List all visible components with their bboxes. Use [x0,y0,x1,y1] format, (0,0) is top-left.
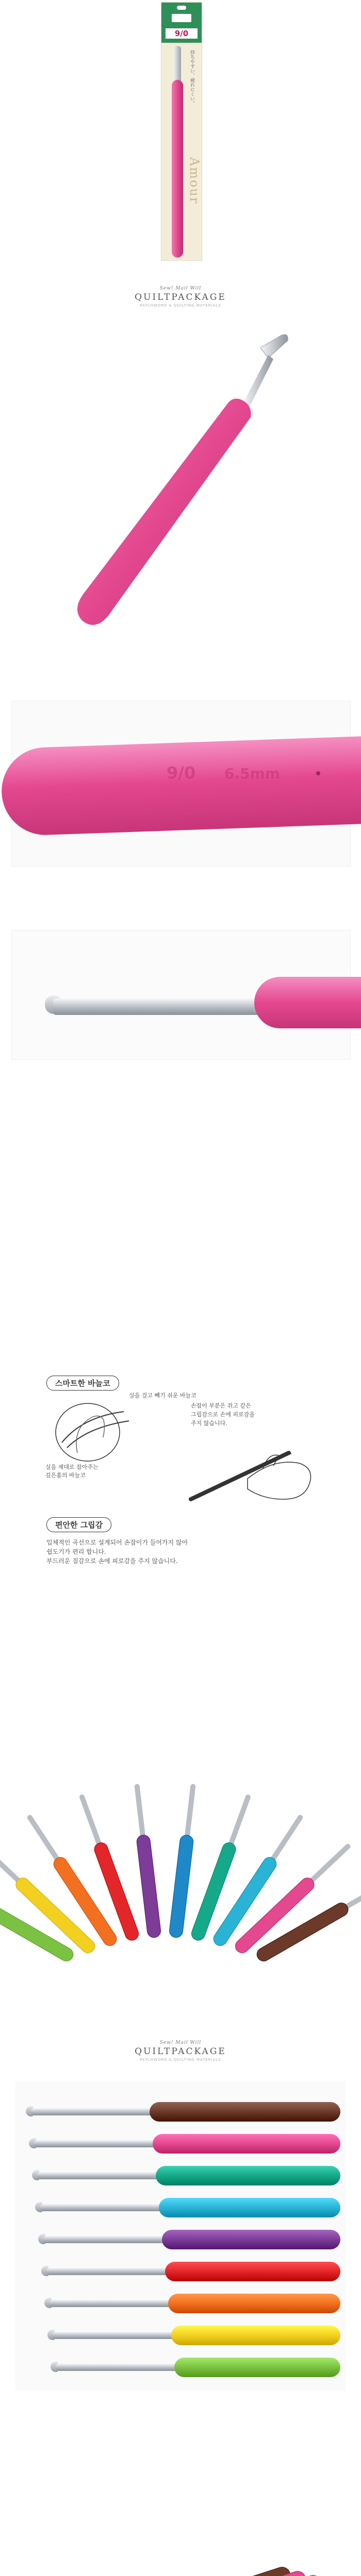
stack-hook-green [51,2358,360,2378]
comfy-text: 입체적인 곡선으로 설계되어 손잡이가 들어가지 않아 쉽도기가 편리 합니다. 부드러운 질감으로 손에 피로감을 주지 않습니다. [46,1539,188,1565]
hook-diagram [52,1396,134,1468]
brand-name-2: QUILTPACKAGE [135,2046,226,2057]
color-stack-photo [15,2081,346,2391]
hook-metal [260,334,288,358]
stack-hook-red [41,2262,351,2282]
color-fan-section [0,1669,361,2009]
stack-hook-yellow [47,2326,357,2346]
package-card [161,2,202,261]
grip-size-text: 9/0 [167,763,196,783]
brand-tagline: Sew! Mail Will [159,286,202,291]
smart-caption-2: 실을 제대로 잡아주는 깊은홈의 바늘코 [45,1464,99,1479]
fan-hook-red [75,1792,140,1942]
diag-hook-brown [8,2565,292,2576]
brand-name: QUILTPACKAGE [135,292,226,302]
fan-hook-teal [190,1792,255,1942]
pink-hook-illustration [0,327,361,647]
brand-sub: PATCHWORK & QUILTING MATERIALS [140,303,221,308]
smart-label: 스마트한 바늘코 [46,1376,119,1391]
pink-hook-section [0,281,361,652]
diagonal-group-section [0,2540,361,2576]
stack-hook-orange [44,2294,354,2314]
stack-hook-cyan [35,2198,344,2218]
hook-grip [77,399,251,625]
package-product-name: Amour [187,157,202,205]
features-section [0,1064,361,1373]
grip-caption: 손잡이 부분은 쥐고 같은 그립감으로 손에 피로감을 주지 않습니다. [191,1402,255,1427]
package-hook-grip [172,80,183,258]
brand-sub-2: PATCHWORK & QUILTING MATERIALS [140,2058,221,2062]
stack-hook-purple [38,2230,348,2250]
hook-shaft [242,355,273,409]
brand-tagline-2: Sew! Mail Will [159,2040,202,2045]
grip-closeup-section [0,652,361,1064]
hook-closeup-photo [11,930,351,1060]
grip-mm-text: 6.5mm [224,765,280,782]
color-stack-section [0,2030,361,2432]
grip-closeup-photo [11,701,351,867]
smart-caption: 실을 걸고 빼기 쉬운 바늘코 [129,1392,196,1399]
hand-diagram [186,1437,320,1515]
diagonal-group-illustration [0,2540,361,2576]
stack-hook-brown [26,2102,335,2123]
stack-hook-teal [32,2166,341,2187]
package-hang-hole [177,6,186,10]
grip-dot [316,771,320,775]
fan-hook-purple [130,1783,161,1938]
comfy-label: 편안한 그립감 [46,1517,111,1532]
features-body [0,1360,361,1602]
package-jp-caption: 持ちやすい、疲れにくい。 [189,50,194,106]
smart-label-wrap [46,1376,119,1391]
package-section [0,0,361,281]
color-fan-illustration [0,1669,361,2009]
hook-closeup-grip [254,977,361,1028]
brand-block [0,286,361,308]
stack-hook-pink [29,2134,338,2155]
package-logo [172,14,191,22]
hook-closeup-shaft [53,998,265,1015]
comfy-label-wrap [46,1517,111,1532]
fan-hook-blue [169,1783,200,1938]
package-size-label: 9/0 [166,28,198,39]
grip-closeup-body [0,736,361,836]
brand-block-2 [0,2040,361,2062]
